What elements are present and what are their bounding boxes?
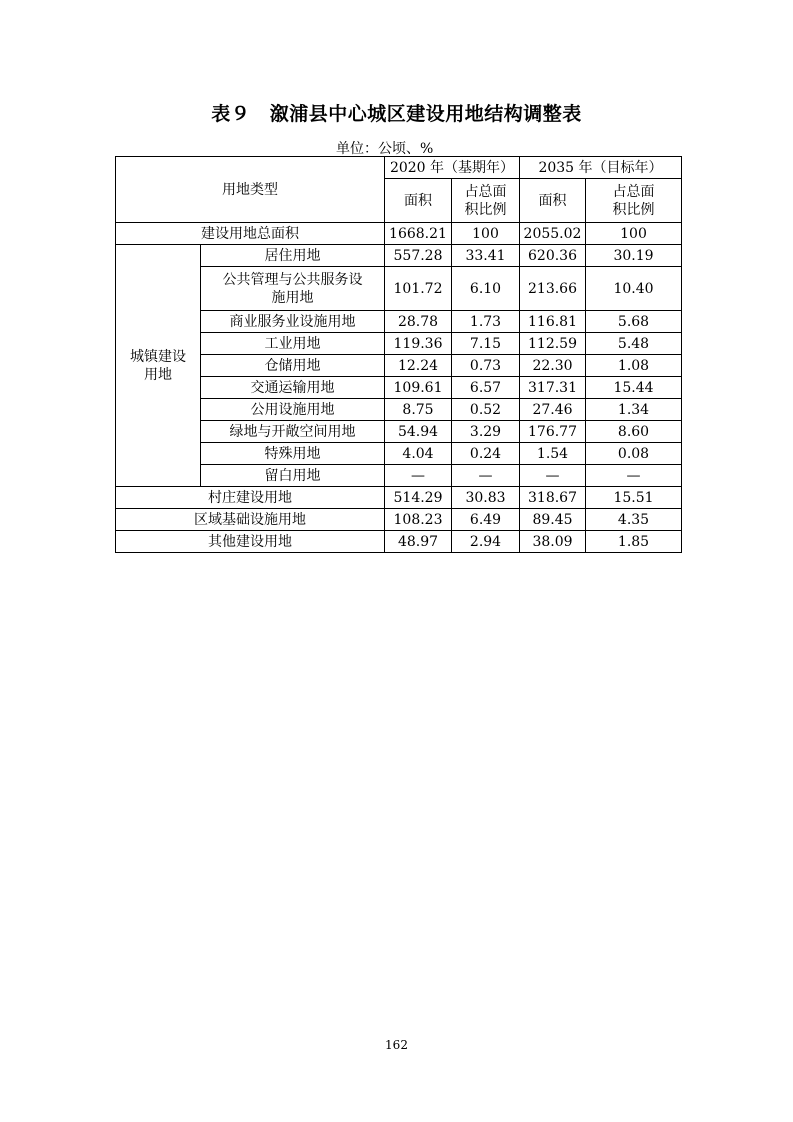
cell-area-2020: 109.61	[385, 377, 452, 399]
cell-area-2035: 116.81	[520, 311, 586, 333]
table-row	[116, 465, 682, 487]
cell-area-2020: 48.97	[385, 531, 452, 553]
table-row	[116, 509, 682, 531]
row-label: 公用设施用地	[201, 399, 385, 421]
cell-ratio-2020: 33.41	[452, 245, 520, 267]
row-label: 留白用地	[201, 465, 385, 487]
cell-ratio-2035: 15.44	[586, 377, 682, 399]
row-label: 工业用地	[201, 333, 385, 355]
cell-area-2020: 8.75	[385, 399, 452, 421]
row-label: 其他建设用地	[116, 531, 385, 553]
group-label-line1: 城镇建设	[130, 348, 186, 365]
cell-area-2035: 89.45	[520, 509, 586, 531]
cell-area-2035: 27.46	[520, 399, 586, 421]
cell-ratio-2020: 6.49	[452, 509, 520, 531]
cell-area-2020: 54.94	[385, 421, 452, 443]
cell-ratio-2035: 30.19	[586, 245, 682, 267]
cell-ratio-2020: 100	[452, 223, 520, 245]
land-use-table	[115, 156, 682, 553]
cell-ratio-2035: 5.48	[586, 333, 682, 355]
table-row	[116, 443, 682, 465]
header-2035: 2035 年（目标年）	[520, 157, 682, 179]
table-row	[116, 399, 682, 421]
cell-area-2035: 176.77	[520, 421, 586, 443]
cell-ratio-2020: 6.57	[452, 377, 520, 399]
cell-ratio-2035: 1.85	[586, 531, 682, 553]
table-row	[116, 355, 682, 377]
row-label: 绿地与开敞空间用地	[201, 421, 385, 443]
header-2020: 2020 年（基期年）	[385, 157, 520, 179]
cell-area-2020: 557.28	[385, 245, 452, 267]
row-label: 区域基础设施用地	[116, 509, 385, 531]
header-row-1	[116, 157, 682, 179]
cell-area-2035: 1.54	[520, 443, 586, 465]
header-land-type: 用地类型	[116, 157, 385, 223]
row-label: 建设用地总面积	[116, 223, 385, 245]
row-label: 交通运输用地	[201, 377, 385, 399]
cell-area-2020: —	[385, 465, 452, 487]
cell-ratio-2020: —	[452, 465, 520, 487]
row-label: 居住用地	[201, 245, 385, 267]
row-label	[201, 267, 385, 311]
cell-ratio-2035: 15.51	[586, 487, 682, 509]
cell-ratio-2035: 1.34	[586, 399, 682, 421]
cell-ratio-2020: 7.15	[452, 333, 520, 355]
cell-ratio-2020: 1.73	[452, 311, 520, 333]
cell-area-2035: 620.36	[520, 245, 586, 267]
header-area-2020: 面积	[385, 179, 452, 223]
cell-area-2035: 213.66	[520, 267, 586, 311]
header-area-2035: 面积	[520, 179, 586, 223]
table-row	[116, 245, 682, 267]
cell-ratio-2020: 0.24	[452, 443, 520, 465]
row-label: 村庄建设用地	[116, 487, 385, 509]
cell-ratio-2035: 1.08	[586, 355, 682, 377]
page-number: 162	[385, 1038, 408, 1052]
cell-ratio-2035: 10.40	[586, 267, 682, 311]
table-row	[116, 421, 682, 443]
ratio-label-line2: 积比例	[464, 201, 507, 218]
cell-area-2020: 119.36	[385, 333, 452, 355]
header-ratio-2020	[452, 179, 520, 223]
cell-area-2020: 1668.21	[385, 223, 452, 245]
cell-area-2020: 4.04	[385, 443, 452, 465]
cell-ratio-2035: 0.08	[586, 443, 682, 465]
cell-ratio-2035: 8.60	[586, 421, 682, 443]
cell-area-2020: 12.24	[385, 355, 452, 377]
table-row	[116, 487, 682, 509]
row-label-line2: 施用地	[271, 289, 314, 306]
ratio-label-line1: 占总面	[612, 183, 655, 200]
row-label-line1: 公共管理与公共服务设	[222, 271, 363, 288]
ratio-label-line1: 占总面	[464, 183, 507, 200]
cell-ratio-2035: —	[586, 465, 682, 487]
table-row	[116, 333, 682, 355]
cell-ratio-2020: 6.10	[452, 267, 520, 311]
cell-ratio-2020: 3.29	[452, 421, 520, 443]
cell-area-2035: 2055.02	[520, 223, 586, 245]
cell-ratio-2020: 0.73	[452, 355, 520, 377]
cell-area-2020: 514.29	[385, 487, 452, 509]
total-row	[116, 223, 682, 245]
cell-ratio-2035: 4.35	[586, 509, 682, 531]
row-label: 仓储用地	[201, 355, 385, 377]
group-label-line2: 用地	[144, 366, 172, 383]
cell-area-2020: 28.78	[385, 311, 452, 333]
cell-ratio-2035: 100	[586, 223, 682, 245]
row-label: 特殊用地	[201, 443, 385, 465]
cell-area-2035: 317.31	[520, 377, 586, 399]
cell-area-2035: 38.09	[520, 531, 586, 553]
cell-area-2035: 318.67	[520, 487, 586, 509]
table-row	[116, 311, 682, 333]
ratio-label-line2: 积比例	[612, 201, 655, 218]
row-label: 商业服务业设施用地	[201, 311, 385, 333]
cell-area-2035: 112.59	[520, 333, 586, 355]
cell-area-2035: 22.30	[520, 355, 586, 377]
table-row	[116, 377, 682, 399]
cell-ratio-2020: 2.94	[452, 531, 520, 553]
cell-ratio-2020: 30.83	[452, 487, 520, 509]
unit-note: 单位：公顷、%	[336, 141, 434, 157]
cell-ratio-2035: 5.68	[586, 311, 682, 333]
cell-area-2035: —	[520, 465, 586, 487]
table-title: 表９ 溆浦县中心城区建设用地结构调整表	[211, 103, 582, 125]
header-ratio-2035	[586, 179, 682, 223]
cell-area-2020: 108.23	[385, 509, 452, 531]
table-row	[116, 267, 682, 311]
cell-area-2020: 101.72	[385, 267, 452, 311]
group-label-urban	[116, 245, 201, 487]
cell-ratio-2020: 0.52	[452, 399, 520, 421]
table-row	[116, 531, 682, 553]
